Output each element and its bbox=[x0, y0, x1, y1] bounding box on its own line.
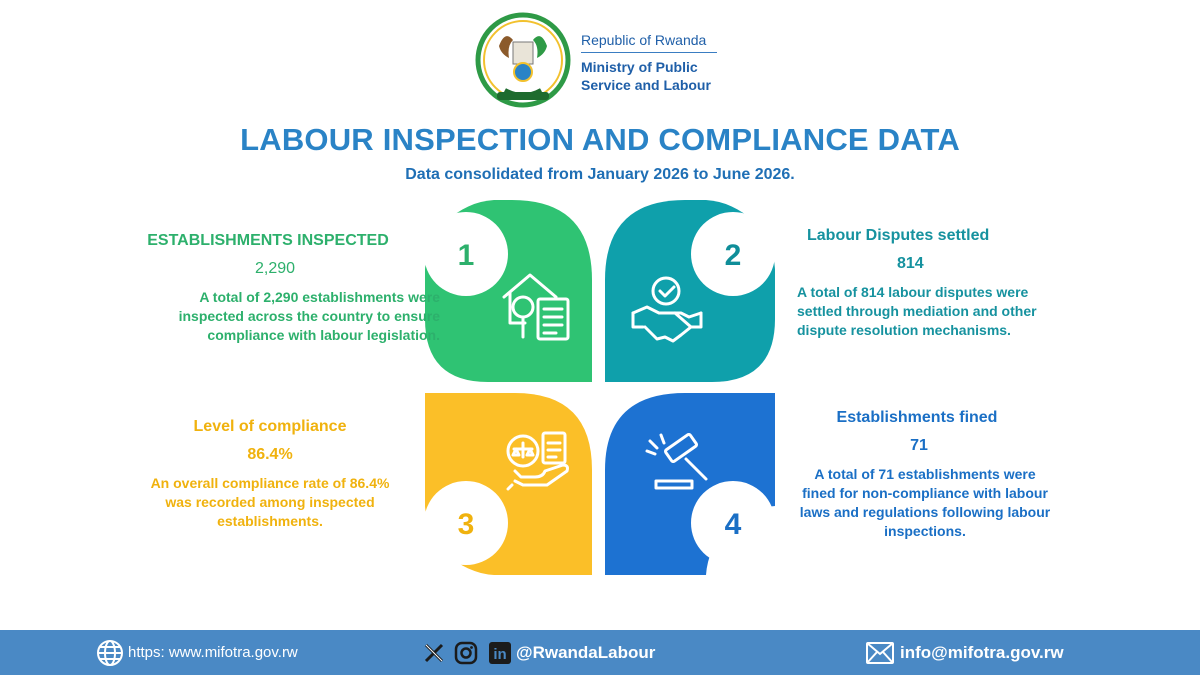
svg-text:in: in bbox=[493, 645, 507, 663]
quadrant-1-value: 2,290 bbox=[254, 260, 296, 277]
quadrant-3-value: 86.4% bbox=[247, 446, 293, 463]
quadrant-4-heading: Establishments fined bbox=[836, 409, 998, 426]
quadrant-2-text bbox=[785, 227, 1075, 340]
email-link[interactable]: info@mifotra.gov.rw bbox=[900, 642, 1064, 662]
x-twitter-icon[interactable] bbox=[424, 643, 444, 663]
quadrant-3-heading: Level of compliance bbox=[193, 418, 347, 435]
quadrant-1-heading: ESTABLISHMENTS INSPECTED bbox=[147, 232, 389, 249]
footer-bar bbox=[0, 630, 1200, 675]
quadrant-2-value: 814 bbox=[897, 255, 924, 272]
quadrant-2-heading: Labour Disputes settled bbox=[807, 227, 990, 244]
quadrant-3-text bbox=[120, 418, 420, 531]
footer-website[interactable] bbox=[96, 630, 298, 675]
quadrant-1-description: A total of 2,290 establishments were inspected across the country to ensure compliance with labour legislation. bbox=[178, 289, 440, 343]
social-handle[interactable]: @RwandaLabour bbox=[516, 642, 656, 662]
quadrant-4-description: A total of 71 establishments were fined for non-compliance with labour laws and regulations following labour inspections. bbox=[799, 466, 1051, 539]
quadrant-3-description: An overall compliance rate of 86.4% was recorded among inspected establishments. bbox=[150, 475, 390, 529]
header-divider bbox=[581, 52, 717, 53]
quadrant-2-description: A total of 814 labour disputes were settled through mediation and other dispute resolution mechanisms. bbox=[797, 284, 1037, 338]
rwanda-coat-of-arms-emblem bbox=[475, 12, 571, 108]
quadrant-1-text bbox=[110, 232, 440, 345]
linkedin-icon[interactable] bbox=[488, 641, 512, 665]
page-title: LABOUR INSPECTION AND COMPLIANCE DATA bbox=[240, 122, 960, 157]
number-2: 2 bbox=[724, 239, 742, 272]
quadrant-4-text bbox=[780, 409, 1070, 541]
footer-social bbox=[424, 630, 655, 675]
number-3: 3 bbox=[457, 508, 475, 541]
number-1: 1 bbox=[457, 239, 475, 272]
republic-name: Republic of Rwanda bbox=[581, 32, 707, 48]
footer-email[interactable] bbox=[866, 630, 1064, 675]
header bbox=[475, 12, 735, 112]
envelope-icon bbox=[866, 642, 894, 664]
number-4: 4 bbox=[724, 508, 742, 541]
quadrant-4-value: 71 bbox=[910, 437, 928, 454]
page-subtitle: Data consolidated from January 2026 to June 2026. bbox=[405, 166, 795, 183]
website-link[interactable]: https: www.mifotra.gov.rw bbox=[128, 644, 298, 661]
quadrant-graphic bbox=[420, 195, 780, 580]
globe-icon bbox=[96, 639, 124, 667]
instagram-icon[interactable] bbox=[454, 641, 478, 665]
ministry-name: Ministry of Public Service and Labour bbox=[581, 59, 711, 93]
